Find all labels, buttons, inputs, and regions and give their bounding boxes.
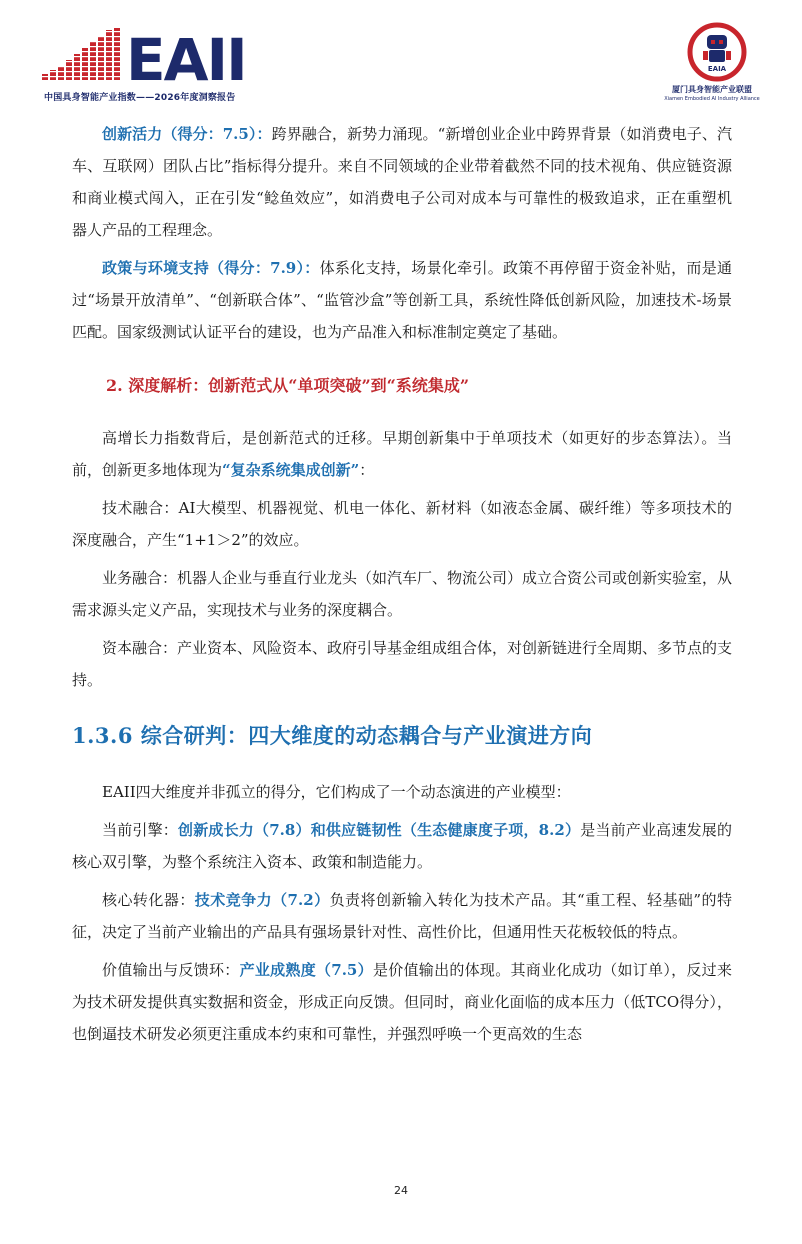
innovation-vitality-text: 跨界融合，新势力涌现。“新增创业企业中跨界背景（如消费电子、汽车、互联网）团队占比”指标得分提升。来自不同领域的企业带着截然不同的技术视角、供应链资源和商业模式闯入，正在引发“鲶鱼效应”，如消费电子公司对成本与可靠性的极致追求，正在重塑机器人产品的工程理念。 (72, 125, 733, 239)
paradigm-shift-highlight: “复杂系统集成创新” (222, 461, 360, 479)
current-engine-prefix: 当前引擎： (102, 821, 178, 839)
page-number: 24 (394, 1184, 408, 1197)
logo-wordmark: EAII (126, 26, 246, 86)
innovation-vitality-label: 创新活力（得分：7.5）： (102, 125, 272, 143)
alliance-logo-text: EAIA (707, 65, 727, 73)
paradigm-shift-end: ： (359, 461, 375, 479)
paradigm-shift-text: 高增长力指数背后，是创新范式的迁移。早期创新集中于单项技术（如更好的步态算法）。当前，创新更多地体现为 (72, 429, 732, 479)
core-converter-prefix: 核心转化器： (102, 891, 195, 909)
subsection-heading: 2. 深度解析：创新范式从“单项突破”到“系统集成” (106, 376, 470, 395)
alliance-name-en: Xiamen Embodied AI Industry Alliance (664, 96, 760, 102)
alliance-name-cn: 厦门具身智能产业联盟 (672, 85, 752, 94)
current-engine-text: 是当前产业高速发展的核心双引擎，为整个系统注入资本、政策和制造能力。 (72, 821, 732, 871)
paragraph-paradigm-shift (72, 422, 732, 486)
eaii-logo (42, 26, 252, 86)
paragraph-business-fusion: 业务融合：机器人企业与垂直行业龙头（如汽车厂、物流公司）成立合资公司或创新实验室，从需求源头定义产品，实现技术与业务的深度耦合。 (72, 569, 733, 619)
core-converter-highlight: 技术竞争力（7.2） (194, 891, 330, 909)
alliance-name (652, 84, 772, 102)
value-output-text: 是价值输出的体现。其商业化成功（如订单），反过来为技术研发提供真实数据和资金，形成正向反馈。但同时，商业化面临的成本压力（低TCO得分），也倒逼技术研发必须更注重成本约束和可靠性，并强烈呼唤一个更高效的生态 (72, 961, 732, 1043)
core-converter-text: 负责将创新输入转化为技术产品。其“重工程、轻基础”的特征，决定了当前产业输出的产品具有强场景针对性、高性价比，但通用性天花板较低的特点。 (72, 891, 732, 941)
report-subtitle: 中国具身智能产业指数——2026年度洞察报告 (44, 93, 236, 103)
paragraph-model-intro: EAII四大维度并非孤立的得分，它们构成了一个动态演进的产业模型： (102, 783, 571, 801)
value-output-prefix: 价值输出与反馈环： (102, 961, 240, 979)
paragraph-core-converter (72, 884, 732, 948)
page-header (0, 0, 802, 110)
section-heading: 1.3.6 综合研判：四大维度的动态耦合与产业演进方向 (72, 723, 593, 748)
paragraph-tech-fusion: 技术融合：AI大模型、机器视觉、机电一体化、新材料（如液态金属、碳纤维）等多项技术的深度融合，产生“1+1＞2”的效应。 (72, 499, 732, 549)
page-content (72, 118, 732, 1050)
paragraph-current-engine (72, 814, 732, 878)
policy-support-label: 政策与环境支持（得分：7.9）： (102, 259, 320, 277)
paragraph-policy-support (72, 252, 732, 348)
policy-support-text: 体系化支持，场景化牵引。政策不再停留于资金补贴，而是通过“场景开放清单”、“创新联合体”、“监管沙盒”等创新工具，系统性降低创新风险，加速技术-场景匹配。国家级测试认证平台的建设，也为产品准入和标准制定奠定了基础。 (72, 259, 732, 341)
paragraph-value-output (72, 954, 732, 1050)
paragraph-innovation-vitality (72, 118, 732, 246)
value-output-highlight: 产业成熟度（7.5） (239, 961, 373, 979)
paragraph-capital-fusion: 资本融合：产业资本、风险资本、政府引导基金组成组合体，对创新链进行全周期、多节点的支持。 (72, 639, 733, 689)
current-engine-highlight: 创新成长力（7.8）和供应链韧性（生态健康度子项，8.2） (178, 821, 581, 839)
